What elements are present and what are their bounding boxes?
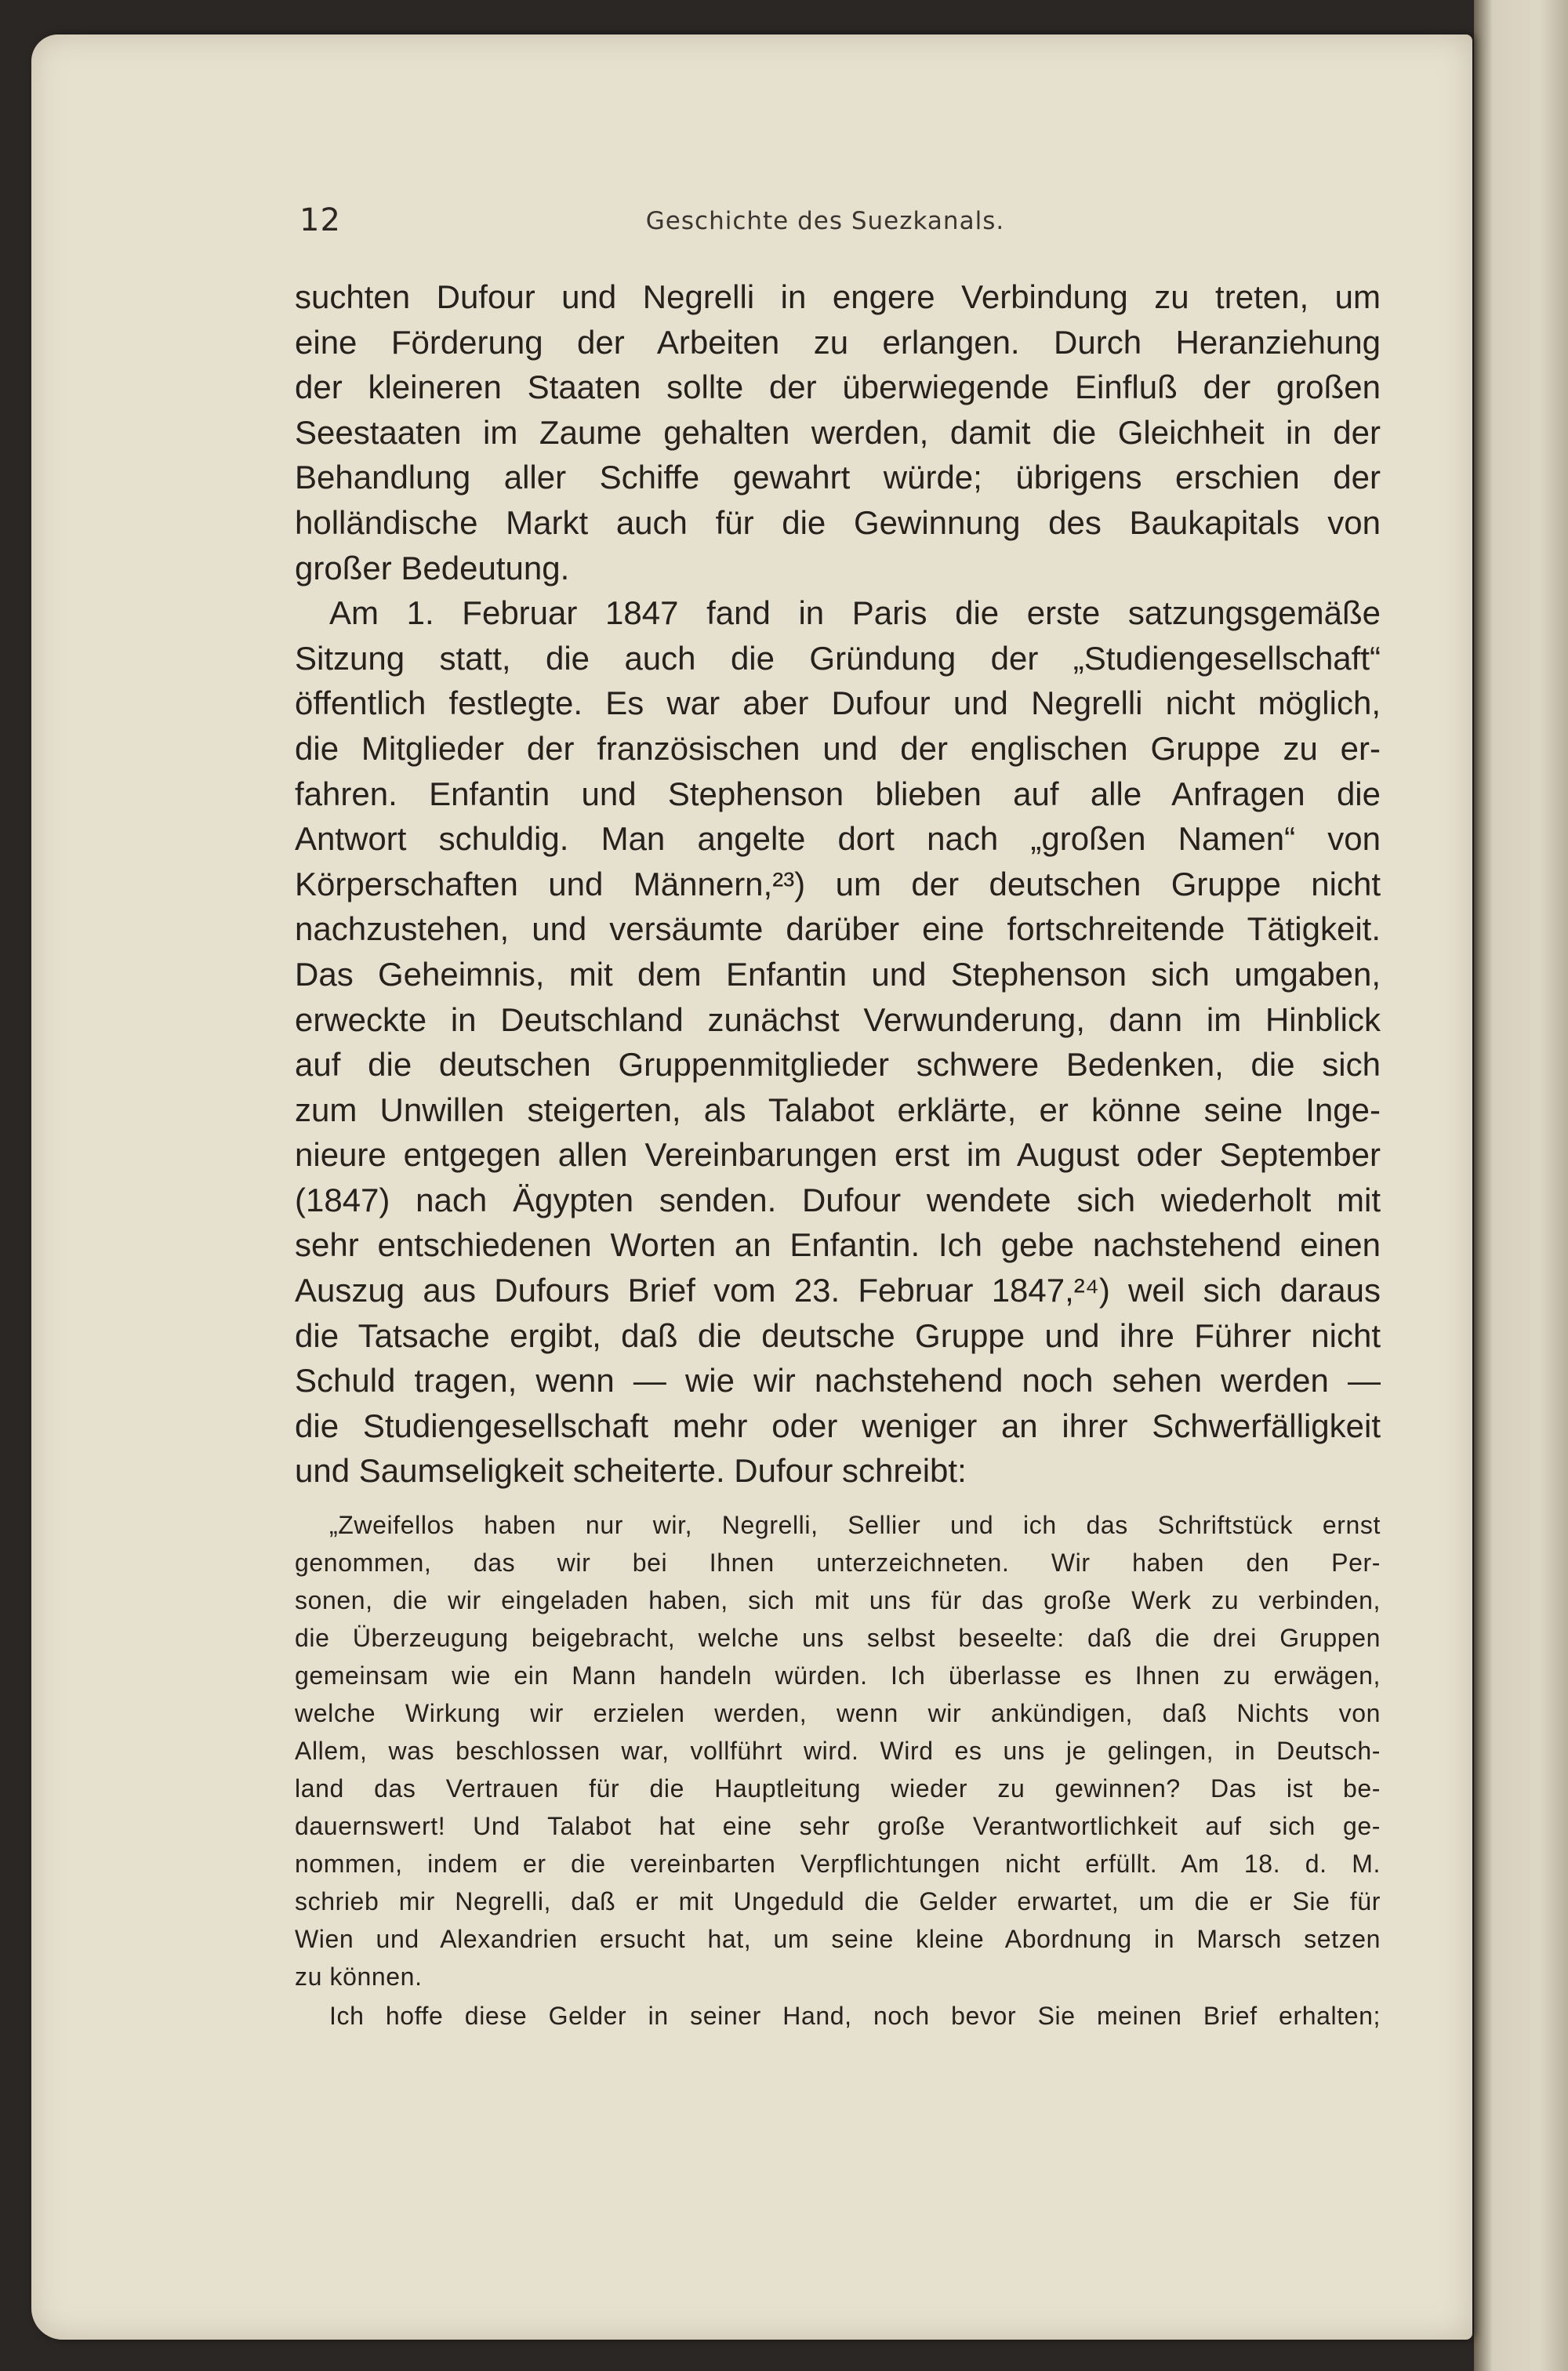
quote-line: land das Vertrauen für die Hauptleitung wieder zu gewinnen? Das ist be- (295, 1774, 1381, 1803)
text-line: fahren. Enfantin und Stephenson blieben auf alle Anfragen die (295, 775, 1381, 812)
quote-line: dauernswert! Und Talabot hat eine sehr große Verantwortlichkeit auf sich ge- (295, 1812, 1381, 1841)
main-paragraphs (295, 274, 1381, 1494)
quote-line: nommen, indem er die vereinbarten Verpflichtungen nicht erfüllt. Am 18. d. M. (295, 1850, 1381, 1879)
text-line: zum Unwillen steigerten, als Talabot erklärte, er könne seine Inge- (295, 1091, 1381, 1128)
adjacent-page-edge (1474, 0, 1568, 2371)
quote-line: die Überzeugung beigebracht, welche uns selbst beseelte: daß die drei Gruppen (295, 1624, 1381, 1653)
page-number: 12 (299, 202, 341, 238)
quote-line: Wien und Alexandrien ersucht hat, um seine kleine Abordnung in Marsch setzen (295, 1925, 1381, 1954)
text-line: die Studiengesellschaft mehr oder weniger an ihrer Schwerfälligkeit (295, 1407, 1381, 1444)
quote-line: „Zweifellos haben nur wir, Negrelli, Sellier und ich das Schriftstück ernst (329, 1511, 1381, 1540)
text-line: Körperschaften und Männern,²³) um der deutschen Gruppe nicht (295, 865, 1381, 902)
text-line: nachzustehen, und versäumte darüber eine fortschreitende Tätigkeit. (295, 910, 1381, 948)
text-line: Antwort schuldig. Man angelte dort nach „großen Namen“ von (295, 820, 1381, 858)
text-line: suchten Dufour und Negrelli in engere Verbindung zu treten, um (295, 278, 1381, 315)
quote-line: genommen, das wir bei Ihnen unterzeichneten. Wir haben den Per- (295, 1549, 1381, 1578)
text-line: Schuld tragen, wenn — wie wir nachstehend noch sehen werden — (295, 1362, 1381, 1400)
text-line: die Mitglieder der französischen und der englischen Gruppe zu er- (295, 729, 1381, 767)
quote-line: Allem, was beschlossen war, vollführt wird. Wird es uns je gelingen, in Deutsch- (295, 1737, 1381, 1766)
text-line: Sitzung statt, die auch die Gründung der „Studiengesellschaft“ (295, 639, 1381, 677)
body-text (295, 274, 1381, 2035)
text-line: sehr entschiedenen Worten an Enfantin. Ich gebe nachstehend einen (295, 1226, 1381, 1264)
text-line: öffentlich festlegte. Es war aber Dufour und Negrelli nicht möglich, (295, 684, 1381, 722)
text-line: die Tatsache ergibt, daß die deutsche Gruppe und ihre Führer nicht (295, 1316, 1381, 1354)
text-line: erweckte in Deutschland zunächst Verwunderung, dann im Hinblick (295, 1000, 1381, 1038)
quote-line: welche Wirkung wir erzielen werden, wenn wir ankündigen, daß Nichts von (295, 1699, 1381, 1728)
text-line: (1847) nach Ägypten senden. Dufour wendete sich wiederholt mit (295, 1181, 1381, 1218)
text-line: Seestaaten im Zaume gehalten werden, damit die Gleichheit in der (295, 413, 1381, 451)
running-title: Geschichte des Suezkanals. (645, 207, 1005, 235)
quote-line: Ich hoffe diese Gelder in seiner Hand, noch bevor Sie meinen Brief erhalten; (329, 2002, 1381, 2031)
text-line: auf die deutschen Gruppenmitglieder schwere Bedenken, die sich (295, 1046, 1381, 1084)
page-header (267, 201, 1384, 248)
text-line: Behandlung aller Schiffe gewahrt würde; übrigens erschien der (295, 459, 1381, 496)
text-line: der kleineren Staaten sollte der überwiegende Einfluß der großen (295, 369, 1381, 406)
text-line: Am 1. Februar 1847 fand in Paris die erste satzungsgemäße (329, 594, 1381, 632)
text-line: Das Geheimnis, mit dem Enfantin und Stephenson sich umgaben, (295, 955, 1381, 993)
quote-line: gemeinsam wie ein Mann handeln würden. Ich überlasse es Ihnen zu erwägen, (295, 1661, 1381, 1690)
quote-line: zu können. (295, 1963, 423, 1992)
quote-line: schrieb mir Negrelli, daß er mit Ungeduld die Gelder erwartet, um die er Sie für (295, 1887, 1381, 1916)
text-line: holländische Markt auch für die Gewinnung des Baukapitals von (295, 503, 1381, 541)
text-line: großer Bedeutung. (295, 549, 570, 586)
text-line: Auszug aus Dufours Brief vom 23. Februar 1847,²⁴) weil sich daraus (295, 1272, 1381, 1309)
letter-quote (295, 1506, 1381, 2035)
text-line: nieure entgegen allen Vereinbarungen erst im August oder September (295, 1136, 1381, 1174)
text-line: und Saumseligkeit scheiterte. Dufour schreibt: (295, 1452, 967, 1490)
quote-line: sonen, die wir eingeladen haben, sich mit uns für das große Werk zu verbinden, (295, 1586, 1381, 1615)
text-line: eine Förderung der Arbeiten zu erlangen. Durch Heranziehung (295, 323, 1381, 361)
